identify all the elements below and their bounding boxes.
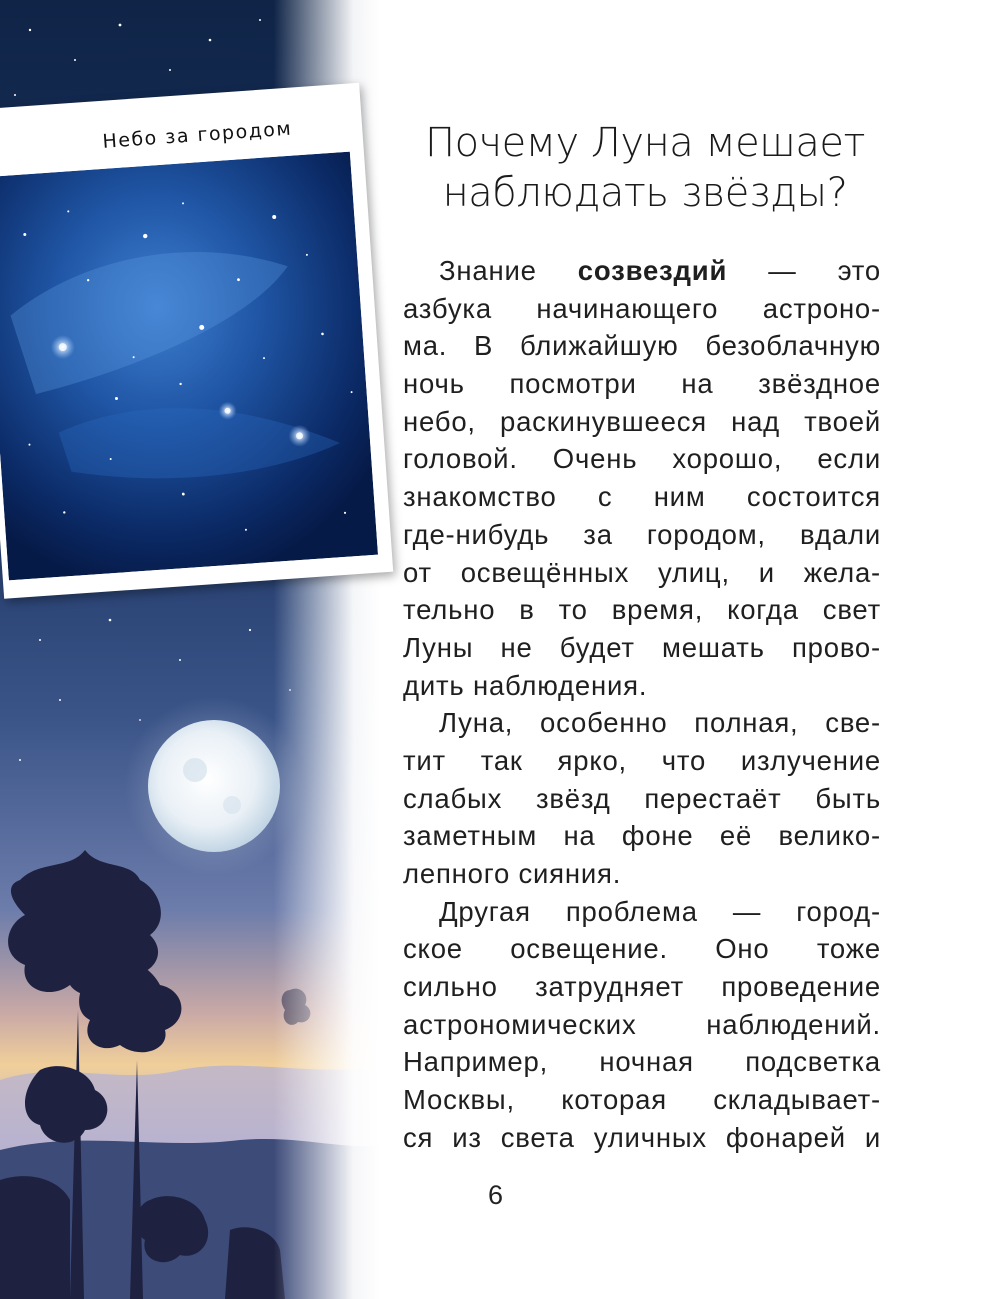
text-fragment: — это [727,255,881,286]
text-line [403,252,881,290]
text-line: заметным на фоне её велико- [403,820,881,852]
text-line: астрономических наблюдений. [403,1008,881,1040]
text-line: от освещённых улиц, и жела- [403,556,881,588]
starry-sky-photo [0,152,378,581]
text-line: азбука начинающего астроно- [403,292,881,324]
title-line: Почему Луна мешает [424,120,865,166]
text-line: Москвы, которая складывает- [403,1084,881,1116]
page-number: 6 [488,1180,504,1210]
paragraph [403,252,881,704]
text-line: тит так ярко, что излучение [403,744,881,776]
text-line: Другая проблема — город- [439,895,881,927]
paragraph [403,893,881,1157]
page-title [405,118,885,218]
text-line: небо, раскинувшееся над твоей [403,405,881,437]
text-line: Например, ночная подсветка [403,1046,881,1078]
article-body [403,252,881,1157]
text-line: Луна, особенно полная, све- [439,707,881,739]
text-line: головой. Очень хорошо, если [403,443,881,475]
bold-term: созвездий [577,255,728,286]
title-line: наблюдать звёзды? [442,170,848,216]
text-line: ское освещение. Оно тоже [403,933,881,965]
photo-caption: Небо за городом [101,117,293,153]
text-line: Луны не будет мешать прово- [403,631,881,663]
text-line: ся из света уличных фонарей и [403,1121,881,1153]
photo-card [0,83,393,599]
text-line: слабых звёзд перестаёт быть [403,782,881,814]
text-line: лепного сияния. [403,858,622,889]
text-line: дить наблюдения. [403,669,648,701]
text-line: тельно в то время, когда свет [403,594,881,626]
text-line: ночь посмотри на звёздное [403,368,881,400]
text-line: ма. В ближайшую безоблачную [403,330,881,362]
text-line: сильно затрудняет проведение [403,971,881,1003]
text-line: где-нибудь за городом, вдали [403,518,881,550]
paragraph [403,704,881,892]
text-fragment: Знание [439,255,578,286]
text-line: знакомство с ним состоится [403,481,881,513]
